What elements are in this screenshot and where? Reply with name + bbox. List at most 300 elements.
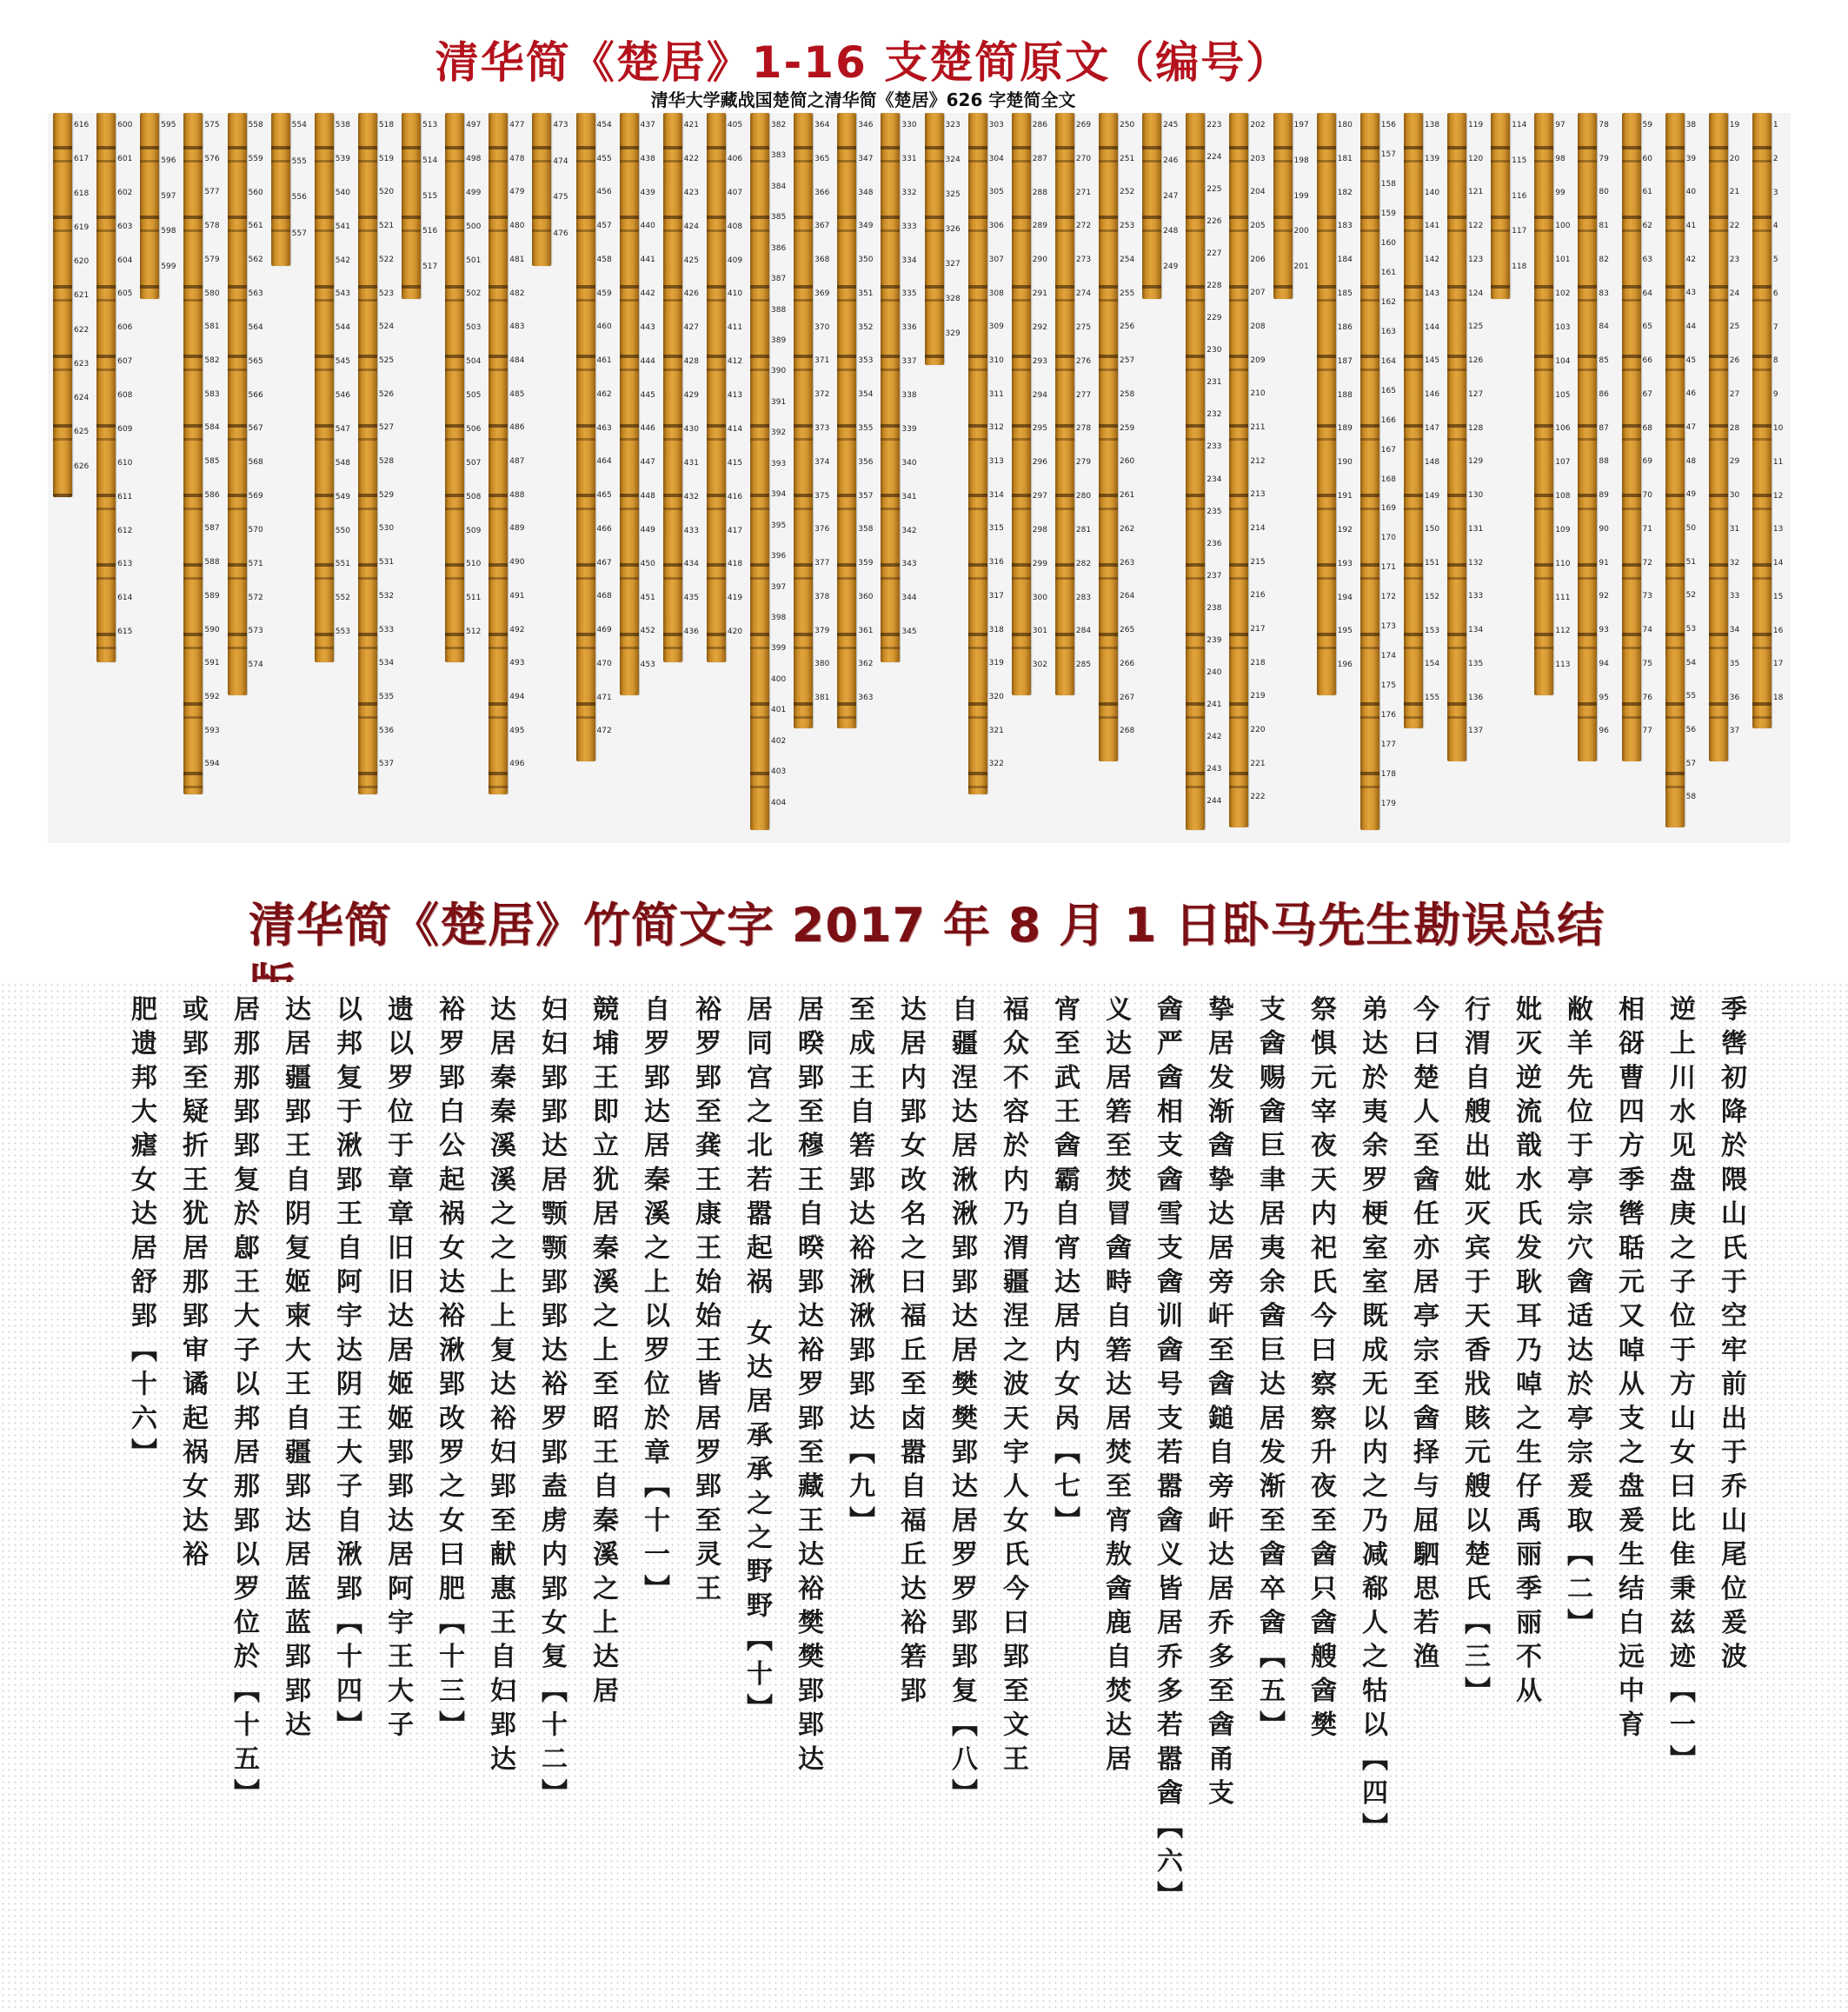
slip-number: 137 [1468,727,1484,736]
slip-number: 543 [335,289,350,299]
slip-number: 116 [1512,191,1527,201]
slip-number: 67 [1642,389,1652,399]
slip-number: 233 [1207,442,1222,452]
slip-number: 355 [858,424,874,433]
slip-number: 48 [1685,456,1697,466]
slip-number: 52 [1685,591,1697,601]
text-column: 今曰楚人至酓任亦居亭宗至酓择与屈駟思若渔 [1408,995,1439,1677]
slip-number: 513 [422,121,438,129]
slip-number: 603 [117,222,133,231]
slip-number: 440 [640,222,655,231]
slip-number: 39 [1685,154,1697,163]
slip-number: 461 [596,356,612,366]
slip-number: 249 [1163,262,1179,272]
slip-number: 208 [1250,322,1266,331]
slip-number: 470 [596,659,612,668]
slip-number: 182 [1337,188,1353,197]
slip-number: 306 [988,222,1004,231]
slip-number: 23 [1729,255,1740,264]
slip-number: 587 [204,524,220,534]
text-column: 达居秦秦溪溪之之上上复达裕妇郢至献惠王自妇郢达 [485,995,515,1779]
slip-number: 51 [1685,557,1697,567]
slip-number: 581 [204,322,220,332]
slip-number: 555 [291,156,307,166]
slip-number: 154 [1424,660,1440,669]
slip-number: 547 [335,424,350,434]
slip-number: 417 [727,526,743,535]
slip-number: 151 [1424,559,1440,568]
slip-number: 55 [1685,692,1697,701]
slip-number: 391 [771,397,787,407]
slip-number: 176 [1380,711,1396,720]
slip-number: 228 [1207,282,1222,291]
slip-number: 404 [771,798,787,807]
slip-number: 448 [640,492,655,501]
slip-number: 195 [1337,627,1353,636]
text-column: 居那那郢郢复於鄎王大子以邦居那郢以罗位於【十五】 [229,995,259,1813]
slip-number: 471 [596,693,612,702]
slip-number: 135 [1468,659,1484,668]
slip-number: 263 [1120,558,1135,568]
bamboo-slip [794,113,813,728]
slip-number: 435 [683,594,699,603]
slip-number: 350 [858,256,874,265]
slip-number: 356 [858,457,874,467]
slip-number: 50 [1685,524,1697,533]
slip-number: 442 [640,289,655,299]
bamboo-slip [358,113,377,794]
slip-number: 267 [1120,693,1135,702]
slip-number: 433 [683,526,699,535]
slip-number: 57 [1685,759,1697,768]
slip-number: 504 [466,357,482,367]
slip-number: 257 [1120,356,1135,366]
slip-number: 216 [1250,591,1266,601]
slip-number: 90 [1599,524,1609,534]
slip-number: 588 [204,558,220,568]
slip-number: 178 [1380,770,1396,780]
slip-number: 386 [771,243,787,253]
slip-number: 296 [1032,458,1047,468]
slip-number: 366 [814,188,830,197]
slip-number: 152 [1424,592,1440,601]
slip-number: 584 [204,423,220,433]
slip-number: 279 [1075,458,1092,468]
slip-number: 550 [335,526,350,535]
slip-number: 477 [509,121,525,129]
text-column: 居同宫之北若嚣起祸 女达居承承之之野野【十】 [741,995,772,1728]
slip-number: 104 [1555,356,1571,366]
slip-number: 601 [117,154,133,163]
slip-number: 110 [1555,559,1571,568]
bamboo-slip [1534,113,1553,695]
bamboo-slip [1709,113,1728,761]
slip-number: 331 [901,154,917,163]
slip-number: 600 [117,121,133,129]
slip-number: 575 [204,121,220,129]
slip-number: 181 [1337,154,1353,163]
slip-number: 46 [1685,389,1697,399]
slip-number: 393 [771,459,787,468]
slip-number: 203 [1250,154,1266,163]
slip-number: 103 [1555,322,1571,332]
slip-number: 169 [1380,504,1396,514]
slip-number: 219 [1250,692,1266,701]
slip-number: 598 [161,227,176,236]
slip-number: 503 [466,323,482,333]
slip-number: 72 [1642,558,1652,568]
slip-number: 29 [1729,457,1740,467]
slip-number: 333 [901,222,917,231]
text-column: 敝羊先位于亭宗穴酓适达於亭宗爰取【二】 [1562,995,1592,1643]
slip-number: 625 [74,428,90,437]
text-column: 以邦复于湫郢王自阿宇达阴王大子自湫郢【十四】 [331,995,362,1745]
slip-number: 126 [1468,356,1484,366]
bamboo-slip [1447,113,1466,761]
text-column: 义达居箬至焚冒酓畤自箬达居焚至宵敖酓鹿自焚达居 [1100,995,1131,1779]
slip-number: 484 [509,355,525,365]
slip-number: 346 [858,121,874,129]
slip-number: 289 [1032,222,1047,231]
slip-number: 272 [1075,222,1092,231]
slip-number: 205 [1250,222,1266,230]
slip-number: 41 [1685,222,1697,230]
slip-number: 198 [1293,156,1309,165]
slip-number: 236 [1207,539,1222,548]
slip-number: 554 [291,121,307,129]
slip-number: 564 [248,322,263,332]
slip-number: 458 [596,255,612,264]
slip-number: 336 [901,323,917,333]
slip-number: 258 [1120,389,1135,399]
slip-number: 563 [248,289,263,299]
slip-number: 119 [1468,121,1484,129]
slip-number: 525 [378,355,395,365]
slip-number: 64 [1642,289,1652,298]
slip-number: 276 [1075,356,1092,366]
slip-number: 229 [1207,314,1222,323]
text-column: 达居内郢女改名之曰福丘至卤嚣自福丘达裕箬郢 [895,995,926,1711]
bamboo-slip [402,113,421,299]
slip-number: 491 [509,591,525,601]
slip-number: 109 [1555,525,1571,535]
slip-number: 400 [771,674,787,684]
slip-number: 394 [771,490,787,500]
slip-number: 571 [248,559,263,568]
bamboo-slip [1273,113,1293,299]
slip-number: 117 [1512,227,1527,236]
slip-number: 197 [1293,121,1309,129]
slip-number: 325 [945,190,961,199]
slip-number: 286 [1032,121,1047,129]
text-column: 競埔王即立犹居秦溪之上至昭王自秦溪之上达居 [588,995,618,1711]
slip-number: 482 [509,289,525,298]
slip-number: 220 [1250,726,1266,734]
text-column: 至成王自箬郢达裕湫湫郢郢达【九】 [844,995,874,1541]
slip-number: 521 [378,222,395,231]
slip-number: 202 [1250,121,1266,129]
slip-number: 299 [1032,559,1047,568]
slip-number: 456 [596,188,612,197]
slip-number: 7 [1772,322,1778,332]
slip-number: 546 [335,391,350,400]
bamboo-slip [228,113,247,695]
slip-number: 574 [248,661,263,670]
slip-number: 480 [509,222,525,231]
slip-number: 349 [858,222,874,231]
slip-number: 467 [596,558,612,568]
slip-number: 529 [378,490,395,500]
slip-number: 591 [204,659,220,668]
slip-number: 84 [1599,322,1609,332]
slip-number: 324 [945,156,961,164]
slip-number: 348 [858,188,874,197]
slip-number: 265 [1120,626,1135,635]
slip-number: 397 [771,582,787,592]
slip-number: 326 [945,225,961,234]
slip-number: 359 [858,559,874,568]
slip-number: 87 [1599,423,1609,433]
bamboo-slip [1404,113,1423,728]
slip-number: 144 [1424,322,1440,332]
slip-number: 25 [1729,322,1740,332]
slip-number: 191 [1337,492,1353,501]
slip-number: 69 [1642,457,1652,467]
slip-number: 385 [771,213,787,222]
slip-number: 540 [335,188,350,197]
slip-number: 583 [204,389,220,399]
bamboo-slip [183,113,203,794]
bamboo-slip [445,113,464,662]
slip-number: 217 [1250,625,1266,634]
slip-number: 300 [1032,593,1047,602]
slip-number: 384 [771,182,787,191]
slip-number: 261 [1120,491,1135,501]
slip-number: 291 [1032,289,1047,299]
slip-number: 593 [204,726,220,735]
text-column: 自罗郢达居秦溪之上以罗位於章【十一】 [639,995,669,1609]
slip-number: 293 [1032,356,1047,366]
slip-number: 131 [1468,524,1484,534]
bamboo-slip [881,113,900,662]
slip-number: 275 [1075,322,1092,332]
slip-number: 454 [596,121,612,129]
slip-number: 341 [901,492,917,501]
slip-number: 449 [640,525,655,535]
slip-number: 310 [988,355,1004,365]
slip-number: 337 [901,357,917,367]
slip-number: 495 [509,726,525,735]
slip-number: 146 [1424,390,1440,400]
slip-number: 285 [1075,661,1092,670]
slip-number: 204 [1250,188,1266,197]
slip-number: 113 [1555,661,1571,670]
slip-number: 318 [988,625,1004,634]
text-column: 相谺曹四方季辔聒元又啅从支之盘爰生结白远中育 [1613,995,1644,1745]
transcription-heading: 清华简《楚居》竹简文字 2017 年 8 月 1 日卧马先生勘误总结 [249,898,1605,953]
slip-number: 422 [683,154,699,163]
slip-number: 94 [1599,659,1609,668]
slip-number: 184 [1337,256,1353,265]
slip-number: 295 [1032,424,1047,434]
slip-number: 172 [1380,593,1396,602]
slip-number: 102 [1555,289,1571,299]
slip-number: 81 [1599,222,1609,231]
slip-number: 469 [596,626,612,635]
slip-number: 234 [1207,475,1222,484]
slip-number: 174 [1380,652,1396,661]
slip-number: 210 [1250,389,1266,399]
slip-number: 486 [509,423,525,433]
slip-number: 183 [1337,222,1353,231]
slip-number: 499 [466,188,482,197]
text-column: 挚居发渐酓挚达居旁屽至酓鎚自旁屽达居乔多至酓甬支 [1203,995,1233,1813]
slip-number: 38 [1685,121,1697,129]
text-column: 酓严酓相支酓雪支酓训酓号支若嚣酓义皆居乔多若嚣酓【六】 [1152,995,1182,1916]
slip-number: 539 [335,154,350,163]
slip-number: 221 [1250,759,1266,768]
slip-number: 570 [248,525,263,535]
slip-number: 340 [901,458,917,468]
slip-number: 192 [1337,525,1353,535]
slip-number: 262 [1120,524,1135,534]
slip-number: 277 [1075,390,1092,400]
slip-number: 533 [378,625,395,634]
slip-number: 387 [771,275,787,284]
slip-number: 365 [814,154,830,163]
slip-number: 519 [378,154,395,163]
slip-number: 389 [771,336,787,346]
slip-number: 36 [1729,693,1740,702]
slip-number: 606 [117,323,133,333]
slip-number: 139 [1424,154,1440,163]
slip-number: 54 [1685,658,1697,667]
slip-number: 264 [1120,592,1135,601]
slip-number: 111 [1555,593,1571,602]
slip-number: 164 [1380,356,1396,366]
slip-number: 173 [1380,622,1396,632]
slip-number: 138 [1424,121,1440,129]
slip-number: 374 [814,457,830,467]
slip-number: 607 [117,357,133,367]
slip-number: 59 [1642,121,1652,129]
slip-number: 122 [1468,222,1484,231]
slip-number: 44 [1685,322,1697,331]
slip-number: 520 [378,188,395,197]
slip-number: 43 [1685,289,1697,298]
slip-number: 16 [1772,626,1784,635]
slip-number: 398 [771,613,787,622]
slip-number: 419 [727,594,743,603]
bamboo-slip [1491,113,1510,299]
slip-number: 134 [1468,626,1484,635]
slip-number: 358 [858,525,874,535]
slip-number: 148 [1424,457,1440,467]
slip-number: 82 [1599,255,1609,264]
slip-number: 21 [1729,188,1740,197]
slip-number: 623 [74,359,90,369]
slip-number: 535 [378,692,395,701]
slip-number: 309 [988,322,1004,332]
slip-number: 610 [117,458,133,468]
slip-number: 305 [988,188,1004,197]
slip-number: 190 [1337,458,1353,468]
slip-number: 542 [335,256,350,265]
slip-number: 129 [1468,457,1484,467]
slip-number: 395 [771,521,787,530]
slip-number: 617 [74,155,90,164]
slip-number: 517 [422,262,438,272]
slip-number: 283 [1075,593,1092,602]
text-column: 居暌郢至穆王自暌郢达裕罗郢至藏王达裕樊樊郢郢达 [793,995,823,1779]
text-column: 支酓赐酓巨聿居夷余酓巨达居发渐至酓卒酓【五】 [1254,995,1285,1745]
slip-number: 307 [988,255,1004,264]
bamboo-slip [1055,113,1074,695]
slip-number: 83 [1599,289,1609,298]
slip-number: 624 [74,394,90,403]
slip-number: 168 [1380,475,1396,484]
slip-number: 328 [945,295,961,303]
slip-number: 60 [1642,154,1652,163]
slip-number: 254 [1120,255,1135,264]
bamboo-slip [1099,113,1118,761]
slip-number: 618 [74,189,90,198]
slip-number: 34 [1729,626,1740,635]
slip-number: 512 [466,628,482,637]
slip-number: 399 [771,644,787,654]
slip-number: 303 [988,121,1004,129]
slip-number: 206 [1250,255,1266,264]
slip-number: 166 [1380,415,1396,425]
slip-number: 3 [1772,188,1778,197]
slip-number: 338 [901,391,917,400]
slip-number: 201 [1293,262,1309,272]
slip-number: 76 [1642,693,1652,702]
slip-number: 565 [248,356,263,366]
text-column: 逆上川水见盘庚之子位于方山女曰比隹秉兹迹【一】 [1665,995,1695,1779]
slip-number: 475 [553,193,568,202]
slip-number: 120 [1468,154,1484,163]
slip-number: 426 [683,289,699,299]
slip-number: 66 [1642,356,1652,366]
slip-number: 483 [509,322,525,332]
slip-number: 474 [553,156,568,166]
bamboo-slip [620,113,639,695]
bamboo-slip [663,113,682,662]
slip-number: 436 [683,628,699,637]
slip-number: 292 [1032,322,1047,332]
slip-number: 494 [509,692,525,701]
slip-number: 549 [335,492,350,501]
slip-number: 95 [1599,693,1609,702]
text-column: 自疆涅达居湫湫郢郢达居樊樊郢达居罗罗郢郢复【八】 [947,995,977,1813]
slip-number: 472 [596,727,612,736]
slip-number: 437 [640,121,655,129]
bamboo-slip [1012,113,1031,695]
slip-number: 339 [901,424,917,434]
slip-number: 534 [378,659,395,668]
slip-number: 171 [1380,563,1396,573]
slip-number: 597 [161,191,176,201]
slip-number: 223 [1207,121,1222,129]
slip-number: 579 [204,255,220,264]
slip-number: 376 [814,525,830,535]
slip-number: 609 [117,424,133,434]
slip-number: 612 [117,526,133,535]
slip-number: 227 [1207,249,1222,259]
slip-number: 427 [683,323,699,333]
slip-number: 287 [1032,154,1047,163]
